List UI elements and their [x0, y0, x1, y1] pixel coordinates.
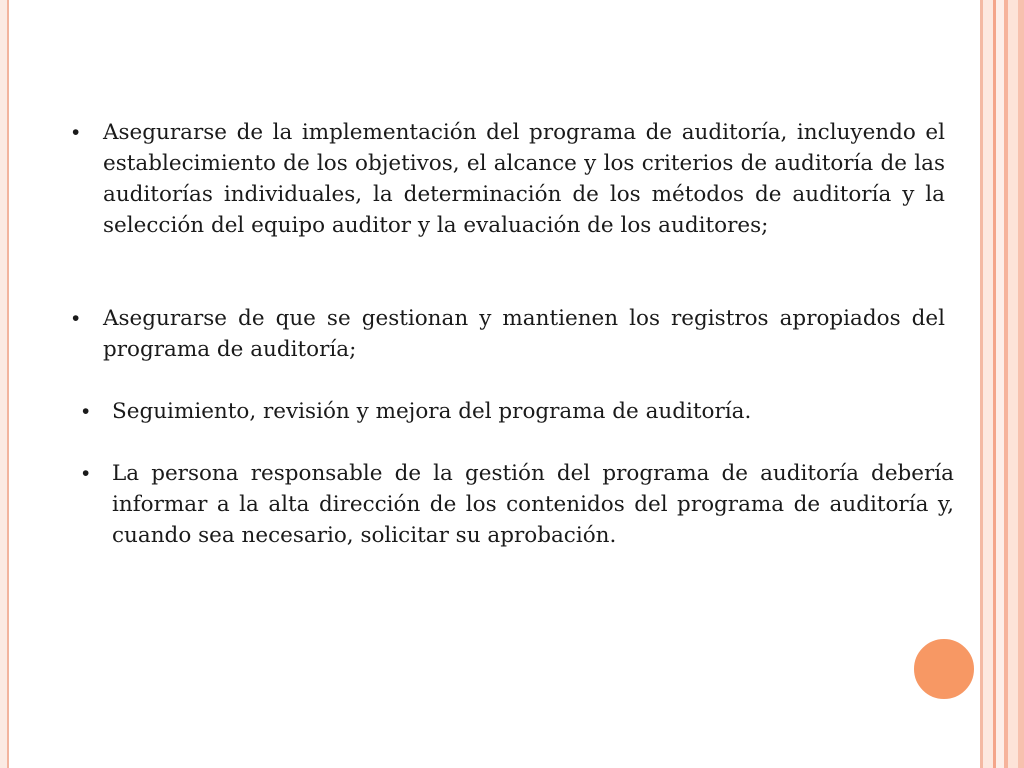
bullet-text: Seguimiento, revisión y mejora del programa de auditoría.	[112, 399, 752, 424]
bullet-dot: •	[72, 121, 80, 144]
bullet-dot: •	[82, 400, 90, 423]
right-decorative-stripes	[980, 0, 1024, 768]
bullet-text: Asegurarse de la implementación del programa de auditoría, incluyendo el establecimiento de los objetivos, el alcance y los criterios de auditoría de las auditorías individuales, la determinación de los métodos de auditoría y la selección del equipo auditor y la evaluación de los auditores;	[103, 120, 945, 238]
bullet-text: La persona responsable de la gestión del programa de auditoría debería informar a la alta dirección de los contenidos del programa de auditoría y, cuando sea necesario, solicitar su aprobación.	[112, 461, 954, 548]
bullet-text: Asegurarse de que se gestionan y mantienen los registros apropiados del programa de auditoría;	[103, 306, 945, 362]
list-item	[103, 303, 945, 365]
left-border	[0, 0, 9, 768]
bullet-dot: •	[72, 307, 80, 330]
list-item	[112, 396, 954, 427]
list-item	[112, 458, 954, 551]
bullet-dot: •	[82, 462, 90, 485]
decorative-circle	[912, 637, 976, 701]
list-item	[103, 117, 945, 241]
